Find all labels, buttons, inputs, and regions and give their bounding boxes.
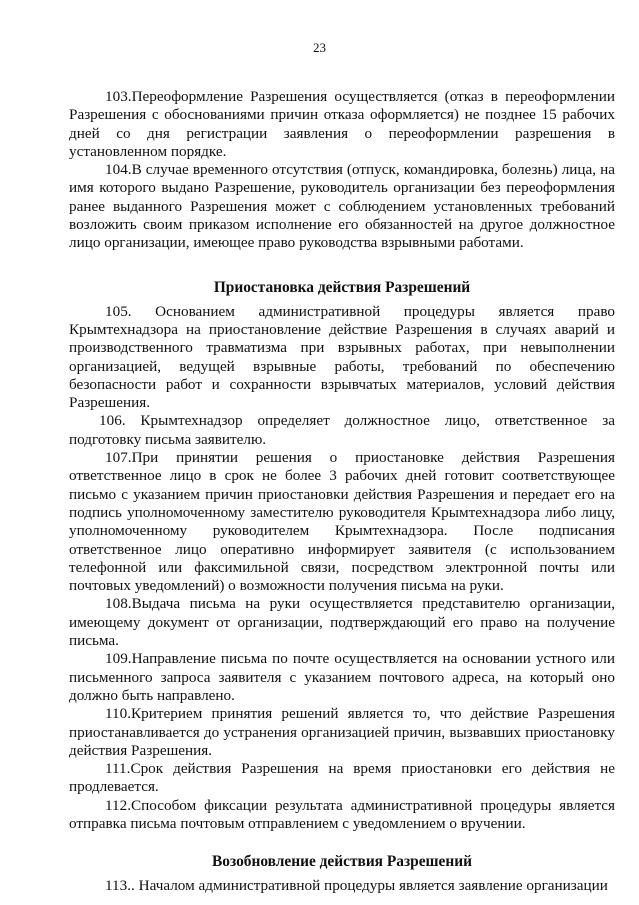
page-number: 23 <box>313 40 326 55</box>
paragraph-111: 111.Срок действия Разрешения на время приостановки его действия не продлевается. <box>69 760 615 796</box>
section-heading-suspension: Приостановка действия Разрешений <box>213 278 471 296</box>
paragraph-106: 106. Крымтехнадзор определяет должностное лицо, ответственное за подготовку письма заявителю. <box>69 412 615 448</box>
paragraph-112: 112.Способом фиксации результата административной процедуры является отправка письма почтовым отправлением с уведомлением о вручении. <box>69 796 615 832</box>
section-heading-resumption: Возобновление действия Разрешений <box>212 853 472 871</box>
paragraph-110: 110.Критерием принятия решений является то, что действие Разрешения приостанавливается до устранения организацией причин, вызвавших приостановку действия Разрешения. <box>69 705 615 759</box>
document-body <box>69 88 615 896</box>
paragraph-104: 104.В случае временного отсутствия (отпуск, командировка, болезнь) лица, на имя которого выдано Разрешение, руководитель организации без переоформления ранее выданного Разрешения может с соблюдением установленных требований возложить своим приказом исполнение его обязанностей на другое должностное лицо организации, имеющее право руководства взрывными работами. <box>69 161 615 252</box>
paragraph-109: 109.Направление письма по почте осуществляется на основании устного или письменного запроса заявителя с указанием почтового адреса, на который оно должно быть направлено. <box>69 650 615 704</box>
paragraph-108: 108.Выдача письма на руки осуществляется представителю организации, имеющему документ от организации, подтверждающий его право на получение письма. <box>69 595 615 650</box>
paragraph-107: 107.При принятии решения о приостановке действия Разрешения ответственное лицо в срок не более 3 рабочих дней готовит соответствующее письмо с указанием причин приостановки действия Разрешения и передает его на подпись уполномоченному заместителю руководителя Крымтехнадзора либо лицу, уполномоченному руководителем Крымтехнадзора. После подписания ответственное лицо оперативно информирует заявителя (с использованием телефонной или факсимильной связи, посредством электронной почты или почтовых уведомлений) о возможности получения письма на руки. <box>69 449 615 595</box>
paragraph-105: 105. Основанием административной процедуры является право Крымтехнадзора на приостановление действие Разрешения в случаях аварий и производственного травматизма при взрывных работах, при невыполнении организацией, ведущей взрывные работы, требований по обеспечению безопасности работ и сохранности взрывчатых материалов, условий действия Разрешения. <box>69 302 615 412</box>
paragraph-113: 113.. Началом административной процедуры является заявление организации <box>105 877 608 895</box>
paragraph-103: 103.Переоформление Разрешения осуществляется (отказ в переоформлении Разрешения с обоснованиями причин отказа оформляется) не позднее 15 рабочих дней со дня регистрации заявления о переоформлении разрешения в установленном порядке. <box>69 88 615 160</box>
